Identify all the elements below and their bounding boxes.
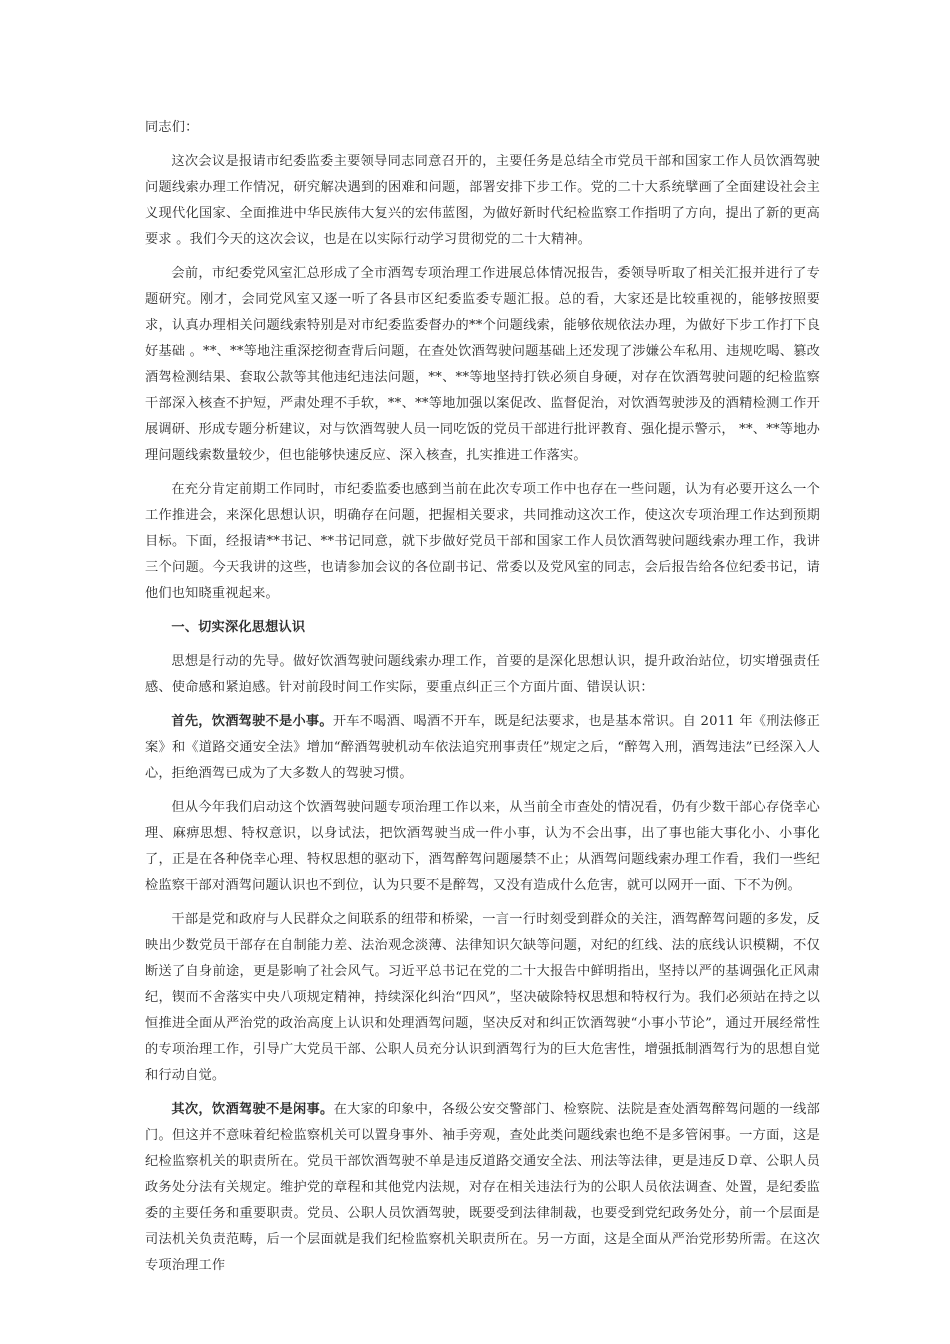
paragraph-3: 在充分肯定前期工作同时，市纪委监委也感到当前在此次专项工作中也存在一些问题，认为有必要开这么一个工作推进会，来深化思想认识，明确存在问题，把握相关要求，共同推动这次工作，使这次专项治理工作达到预期目标。下面，经报请**书记、**书记同意，就下步做好党员干部和国家工作人员饮酒驾驶问题线索办理工作，我讲三个问题。今天我讲的这些，也请参加会议的各位副书记、常委以及党风室的同志，会后报告给各位纪委书记，请他们也知晓重视起来。 [145,482,820,601]
salutation: 同志们： [145,120,199,135]
paragraph-4: 思想是行动的先导。做好饮酒驾驶问题线索办理工作，首要的是深化思想认识，提升政治站位，切实增强责任感、使命感和紧迫感。针对前段时间工作实际，要重点纠正三个方面片面、错误认识： [145,654,820,695]
paragraph-8 [145,1097,820,1279]
document-page [145,115,820,1287]
paragraph-8-body: 在大家的印象中，各级公安交警部门、检察院、法院是查处酒驾醉驾问题的一线部门。但这并不意味着纪检监察机关可以置身事外、袖手旁观，查处此类问题线索也绝不是多管闲事。一方面，这是纪检监察机关的职责所在。党员干部饮酒驾驶不单是违反道路交通安全法、刑法等法律，更是违反Ｄ章、公职人员政务处分法有关规定。维护党的章程和其他党内法规，对存在相关违法行为的公职人员依法调查、处置，是纪委监委的主要任务和重要职责。党员、公职人员饮酒驾驶，既要受到法律制裁，也要受到党纪政务处分，前一个层面是司法机关负责范畴，后一个层面就是我们纪检监察机关职责所在。另一方面，这是全面从严治党形势所需。在这次专项治理工作 [145,1102,820,1273]
paragraph-7: 干部是党和政府与人民群众之间联系的纽带和桥梁，一言一行时刻受到群众的关注，酒驾醉驾问题的多发，反映出少数党员干部存在自制能力差、法治观念淡薄、法律知识欠缺等问题，对纪的红线、法的底线认识模糊，不仅断送了自身前途，更是影响了社会风气。习近平总书记在党的二十大报告中鲜明指出，坚持以严的基调强化正风肃纪，锲而不舍落实中央八项规定精神，持续深化纠治“四风”，坚决破除特权思想和特权行为。我们必须站在持之以恒推进全面从严治党的政治高度上认识和处理酒驾问题，坚决反对和纠正饮酒驾驶“小事小节论”，通过开展经常性的专项治理工作，引导广大党员干部、公职人员充分认识到酒驾行为的巨大危害性，增强抵制酒驾行为的思想自觉和行动自觉。 [145,912,820,1083]
paragraph-5 [145,709,820,787]
paragraph-5-lead: 首先，饮酒驾驶不是小事。 [171,714,333,729]
paragraph-2: 会前，市纪委党风室汇总形成了全市酒驾专项治理工作进展总体情况报告，委领导听取了相关汇报并进行了专题研究。刚才，会同党风室又逐一听了各县市区纪委监委专题汇报。总的看，大家还是比较重视的，能够按照要求，认真办理相关问题线索特别是对市纪委监委督办的**个问题线索，能够依规依法办理，为做好下步工作打下良好基础 。**、**等地注重深挖彻查背后问题，在查处饮酒驾驶问题基础上还发现了涉嫌公车私用、违规吃喝、篡改酒驾检测结果、套取公款等其他违纪违法问题，**、**等地坚持打铁必须自身硬，对存在饮酒驾驶问题的纪检监察干部深入核查不护短，严肃处理不手软，**、**等地加强以案促改、监督促治，对饮酒驾驶涉及的酒精检测工作开展调研、形成专题分析建议，对与饮酒驾驶人员一同吃饭的党员干部进行批评教育、强化提示警示， **、**等地办理问题线索数量较少，但也能够快速反应、深入核查，扎实推进工作落实。 [145,266,820,463]
paragraph-5-body: 开车不喝酒、喝酒不开车，既是纪法要求，也是基本常识。自 2011 年《刑法修正案》和《道路交通安全法》增加“醉酒驾驶机动车依法追究刑事责任”规定之后，“醉驾入刑，酒驾违法”已经深入人心，拒绝酒驾已成为了大多数人的驾驶习惯。 [145,714,820,781]
section-heading-1: 一、切实深化思想认识 [171,620,306,635]
paragraph-8-lead: 其次，饮酒驾驶不是闲事。 [171,1102,334,1117]
paragraph-6: 但从今年我们启动这个饮酒驾驶问题专项治理工作以来，从当前全市查处的情况看，仍有少数干部心存侥幸心理、麻痹思想、特权意识，以身试法，把饮酒驾驶当成一件小事，认为不会出事，出了事也能大事化小、小事化了，正是在各种侥幸心理、特权思想的驱动下，酒驾醉驾问题屡禁不止；从酒驾问题线索办理工作看，我们一些纪检监察干部对酒驾问题认识也不到位，认为只要不是醉驾，又没有造成什么危害，就可以网开一面、下不为例。 [145,800,820,893]
paragraph-1: 这次会议是报请市纪委监委主要领导同志同意召开的，主要任务是总结全市党员干部和国家工作人员饮酒驾驶问题线索办理工作情况，研究解决遇到的困难和问题，部署安排下步工作。党的二十大系统擘画了全面建设社会主义现代化国家、全面推进中华民族伟大复兴的宏伟蓝图，为做好新时代纪检监察工作指明了方向，提出了新的更高要求 。我们今天的这次会议，也是在以实际行动学习贯彻党的二十大精神。 [145,154,820,247]
